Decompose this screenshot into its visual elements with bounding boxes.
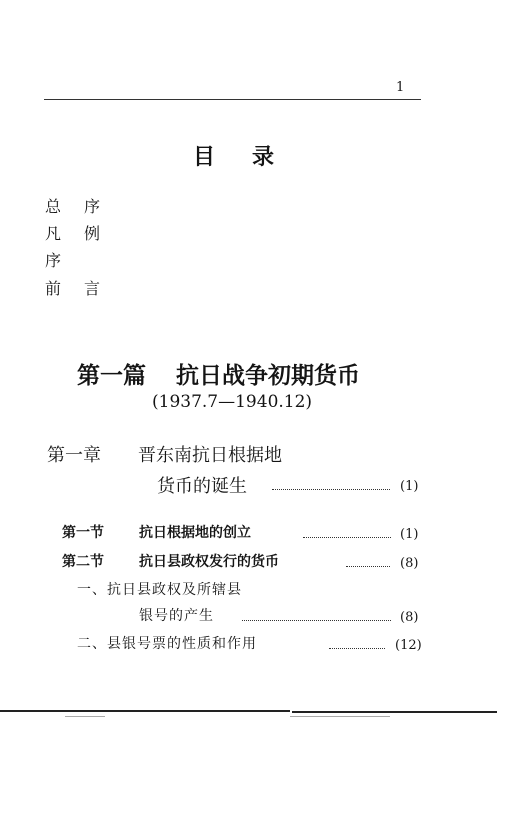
front-matter-conventions: [45, 221, 101, 244]
front-char-1: 总: [45, 197, 62, 216]
page-number: 1: [396, 80, 405, 95]
front-char-1: 前: [45, 279, 62, 298]
front-matter-general-preface: [45, 194, 101, 217]
leader-dots: [242, 620, 391, 621]
subsection-1-title-line2: 银号的产生: [139, 608, 214, 624]
leader-dots: [303, 537, 391, 538]
front-char-2: 例: [84, 224, 101, 243]
subsection-1-page: (8): [400, 610, 419, 625]
header-rule: [44, 99, 421, 100]
section-1-label: 第一节: [62, 525, 104, 541]
footer-rule-right: [292, 711, 497, 713]
section-1-page: (1): [400, 527, 419, 542]
toc-title-char-1: 目: [193, 144, 216, 170]
front-char-1: 序: [45, 251, 62, 270]
leader-dots: [272, 489, 390, 490]
leader-dots: [346, 566, 390, 567]
section-2-page: (8): [400, 556, 419, 571]
part-dates: (1937.7—1940.12): [152, 392, 313, 412]
front-char-1: 凡: [45, 224, 62, 243]
part-label: 第一篇: [77, 362, 146, 389]
subsection-1-title-line1: 一、抗日县政权及所辖县: [77, 582, 242, 598]
toc-title-char-2: 录: [252, 144, 275, 170]
front-matter-preface: [45, 248, 61, 271]
chapter-page: (1): [400, 479, 419, 494]
subsection-2-page: (12): [395, 638, 422, 653]
leader-dots: [329, 648, 385, 649]
footer-rule-left: [0, 710, 290, 712]
chapter-label: 第一章: [47, 445, 101, 466]
footer-rule-faint-left: [65, 716, 105, 717]
front-matter-foreword: [45, 276, 101, 299]
subsection-2-title: 二、县银号票的性质和作用: [77, 636, 257, 652]
section-2-label: 第二节: [62, 554, 104, 570]
part-title: [77, 357, 360, 390]
front-char-2: 序: [84, 197, 101, 216]
front-char-2: 言: [84, 279, 101, 298]
section-1-title: 抗日根据地的创立: [139, 525, 251, 541]
chapter-title-line1: 晋东南抗日根据地: [138, 445, 282, 466]
chapter-title-line2: 货币的诞生: [157, 476, 247, 497]
part-name: 抗日战争初期货币: [176, 362, 360, 389]
section-2-title: 抗日县政权发行的货币: [139, 554, 279, 570]
footer-rule-faint-right: [290, 716, 390, 717]
